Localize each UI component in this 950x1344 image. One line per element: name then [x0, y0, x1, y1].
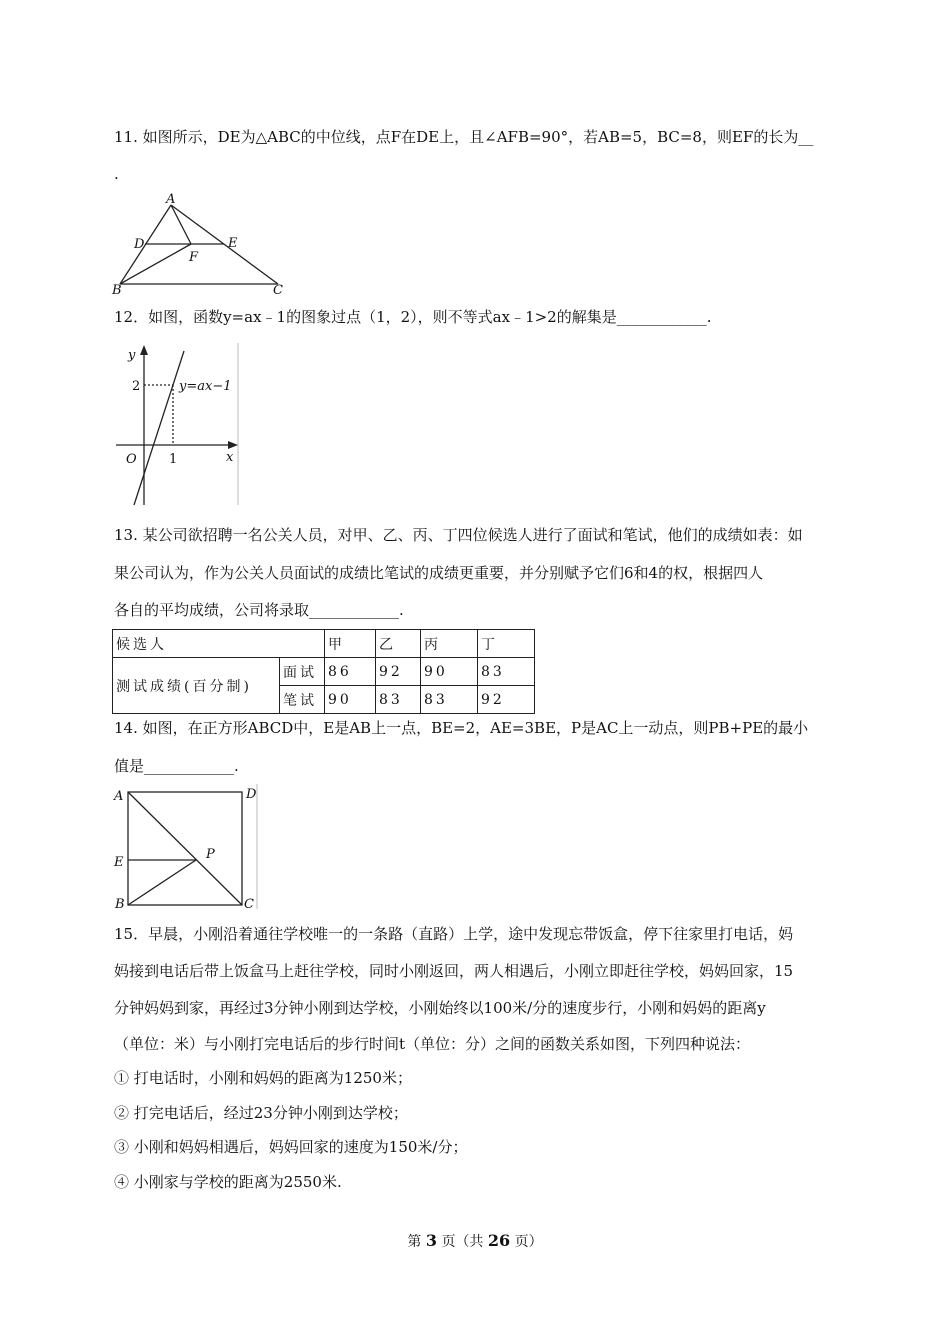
table-cell: 90 — [325, 686, 376, 714]
table-row-label: 笔试 — [280, 686, 325, 714]
footer-suffix: 页） — [514, 1234, 543, 1250]
q11-label-A: A — [166, 192, 176, 207]
q14-label-C: C — [244, 897, 254, 912]
q14-label-A: A — [114, 789, 124, 804]
q13-text-line-1: 13. 某公司欲招聘一名公关人员，对甲、乙、丙、丁四位候选人进行了面试和笔试，他们的成绩如表：如 — [114, 526, 803, 544]
q11-label-C: C — [273, 283, 283, 298]
q15-text-line-2: 妈接到电话后带上饭盒马上赶往学校，同时小刚返回，两人相遇后，小刚立即赶往学校，妈妈回家，15 — [114, 962, 794, 980]
y-axis-arrow — [140, 345, 148, 355]
q11-label-D: D — [134, 237, 145, 252]
q14-label-D: D — [246, 787, 257, 802]
q14-text-line-2: 值是____________. — [114, 757, 239, 775]
q14-text-line-1: 14. 如图，在正方形ABCD中，E是AB上一点，BE=2，AE=3BE，P是AC上一动点，则PB+PE的最小 — [114, 719, 809, 737]
q11-triangle-figure — [110, 192, 290, 298]
table-header-cell: 乙 — [376, 630, 421, 658]
q13-score-table — [112, 629, 535, 714]
q11-label-B: B — [112, 283, 122, 298]
table-cell: 86 — [325, 658, 376, 686]
table-cell: 83 — [478, 658, 535, 686]
q14-label-E: E — [114, 855, 124, 870]
x-axis-arrow — [228, 441, 238, 449]
q15-option-2: ② 打完电话后，经过23分钟小刚到达学校； — [114, 1104, 408, 1122]
q12-label-x: x — [226, 450, 234, 465]
segment-BP — [128, 860, 196, 905]
table-header-cell: 丙 — [421, 630, 478, 658]
diagonal-AC — [128, 792, 242, 905]
q13-text-line-3: 各自的平均成绩，公司将录取____________. — [114, 601, 404, 619]
table-cell: 83 — [376, 686, 421, 714]
footer-prefix: 第 — [407, 1234, 422, 1250]
q12-label-2: 2 — [132, 379, 141, 394]
table-header-cell: 丁 — [478, 630, 535, 658]
q12-label-y: y — [128, 348, 136, 363]
table-cell: 90 — [421, 658, 478, 686]
table-cell: 83 — [421, 686, 478, 714]
q15-text-line-4: （单位：米）与小刚打完电话后的步行时间t（单位：分）之间的函数关系如图，下列四种说法： — [114, 1035, 751, 1053]
page-footer — [0, 1231, 950, 1251]
table-group-label: 测试成绩(百分制) — [113, 658, 280, 714]
table-header-candidate: 候选人 — [113, 630, 325, 658]
table-row-label: 面试 — [280, 658, 325, 686]
q11-text-line-1: 11. 如图所示，DE为△ABC的中位线，点F在DE上，且∠AFB=90°，若AB=5，BC=8，则EF的长为__ — [114, 128, 814, 146]
footer-total-pages: 26 — [487, 1231, 511, 1250]
function-line — [134, 351, 184, 505]
q14-square-figure — [110, 784, 260, 912]
q13-text-line-2: 果公司认为，作为公关人员面试的成绩比笔试的成绩更重要，并分别赋予它们6和4的权，根据四人 — [114, 564, 764, 582]
table-cell: 92 — [376, 658, 421, 686]
footer-middle: 页（共 — [441, 1234, 484, 1250]
table-row — [113, 630, 535, 658]
footer-page-number: 3 — [425, 1231, 437, 1250]
q15-option-4: ④ 小刚家与学校的距离为2550米. — [114, 1173, 342, 1191]
q12-label-1: 1 — [169, 452, 178, 467]
q15-option-1: ① 打电话时，小刚和妈妈的距离为1250米； — [114, 1069, 412, 1087]
segment-BF — [120, 244, 191, 284]
q12-label-origin: O — [126, 452, 137, 467]
q12-label-function: y=ax−1 — [179, 379, 232, 394]
segment-AF — [171, 205, 191, 244]
table-row — [113, 658, 535, 686]
q15-option-3: ③ 小刚和妈妈相遇后，妈妈回家的速度为150米/分； — [114, 1138, 468, 1156]
q15-text-line-3: 分钟妈妈到家，再经过3分钟小刚到达学校，小刚始终以100米/分的速度步行，小刚和妈妈的距离y — [114, 999, 766, 1017]
table-header-cell: 甲 — [325, 630, 376, 658]
q11-label-F: F — [189, 250, 199, 265]
q14-label-B: B — [115, 897, 125, 912]
q12-graph-figure — [116, 343, 246, 508]
q15-text-line-1: 15．早晨，小刚沿着通往学校唯一的一条路（直路）上学，途中发现忘带饭盒，停下往家里打电话，妈 — [114, 925, 794, 943]
q12-text-line-1: 12．如图，函数y=ax﹣1的图象过点（1，2），则不等式ax﹣1>2的解集是____________. — [114, 308, 712, 326]
q14-label-P: P — [206, 847, 215, 862]
table-cell: 92 — [478, 686, 535, 714]
q11-label-E: E — [228, 236, 238, 251]
q11-text-line-2: . — [114, 165, 119, 183]
